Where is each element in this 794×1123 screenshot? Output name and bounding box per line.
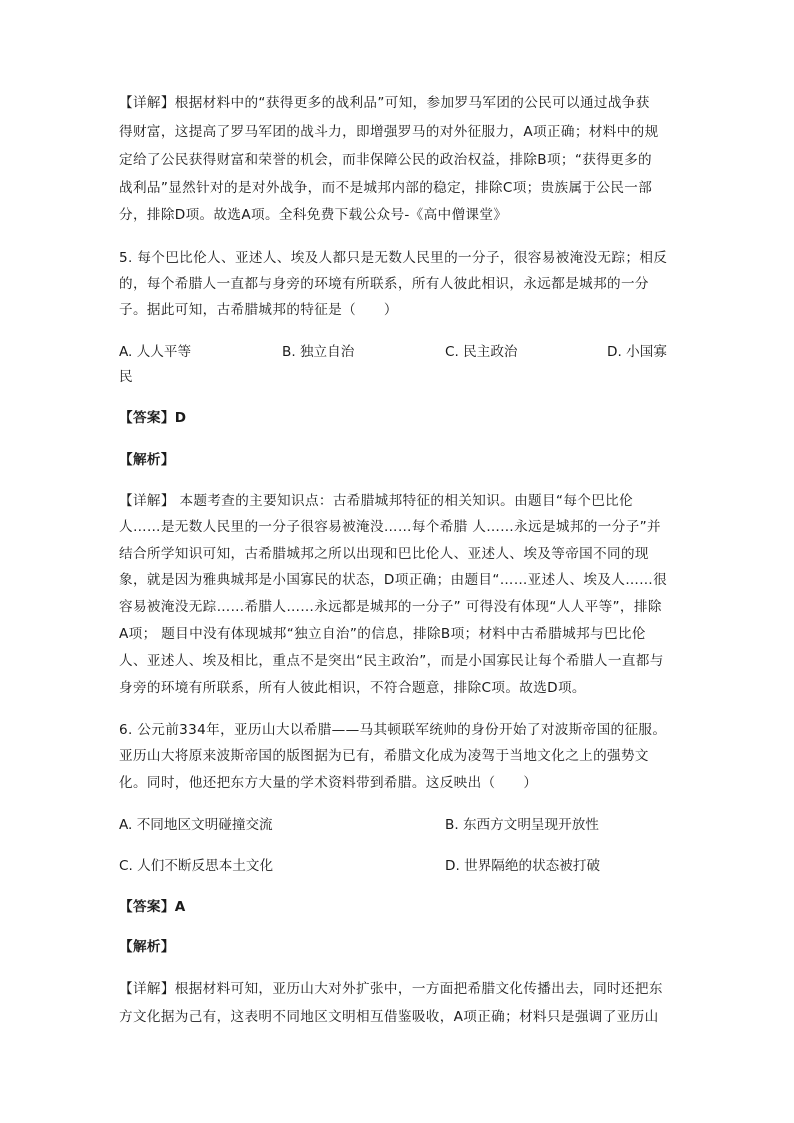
- q5-option-d: D. 小国寡: [607, 344, 667, 360]
- q6-stem-line: 亚历山大将原来波斯帝国的版图据为已有，希腊文化成为凌驾于当地文化之上的强势文: [119, 748, 649, 764]
- q6-stem-line: 化。同时，他还把东方大量的学术资料带到希腊。这反映出（ ）: [119, 775, 538, 791]
- q5-option-a: A. 人人平等: [119, 344, 192, 360]
- q5-option-b: B. 独立自治: [282, 344, 355, 360]
- q4-detail-line: 【详解】根据材料中的“获得更多的战利品”可知，参加罗马军团的公民可以通过战争获: [119, 95, 650, 111]
- q5-detail-line: A项； 题目中没有体现城邦“独立自治”的信息，排除B项；材料中古希腊城邦与巴比伦: [119, 626, 646, 642]
- q5-option-c: C. 民主政治: [445, 344, 518, 360]
- q6-detail-line: 方文化据为己有，这表明不同地区文明相互借鉴吸收，A项正确；材料只是强调了亚历山: [119, 1009, 659, 1025]
- q5-answer: 【答案】D: [119, 410, 187, 426]
- q5-detail-line: 【详解】 本题考查的主要知识点：古希腊城邦特征的相关知识。由题目“每个巴比伦: [119, 493, 634, 509]
- q5-stem-line: 5. 每个巴比伦人、亚述人、埃及人都只是无数人民里的一分子，很容易被淹没无踪；相反: [119, 250, 668, 266]
- q4-detail-line: 定给了公民获得财富和荣誉的机会，而非保障公民的政治权益，排除B项；“获得更多的: [119, 152, 652, 168]
- q6-detail-line: 【详解】根据材料可知，亚历山大对外扩张中，一方面把希腊文化传播出去，同时还把东: [119, 981, 663, 997]
- q5-detail-line: 人、亚述人、埃及相比，重点不是突出“民主政治”，而是小国寡民让每个希腊人一直都与: [119, 653, 664, 669]
- q4-detail-line: 战利品”显然针对的是对外战争，而不是城邦内部的稳定，排除C项；贵族属于公民一部: [119, 180, 653, 196]
- q5-detail-line: 人……是无数人民里的一分子很容易被淹没……每个希腊 人……永远是城邦的一分子”并: [119, 519, 661, 535]
- q6-option-a: A. 不同地区文明碰撞交流: [119, 817, 273, 833]
- q4-detail-line: 分，排除D项。故选A项。全科免费下载公众号-《高中僧课堂》: [119, 207, 508, 223]
- q5-stem-line: 的，每个希腊人一直都与身旁的环境有所联系，所有人彼此相识，永远都是城邦的一分: [119, 276, 649, 292]
- q6-answer: 【答案】A: [119, 899, 186, 915]
- q6-option-c: C. 人们不断反思本土文化: [119, 858, 274, 874]
- q5-option-d-continued: 民: [119, 369, 133, 385]
- q5-detail-line: 象，就是因为雅典城邦是小国寡民的状态，D项正确；由题目“……亚述人、埃及人……很: [119, 572, 668, 588]
- q5-detail-line: 身旁的环境有所联系，所有人彼此相识，不符合题意，排除C项。故选D项。: [119, 680, 586, 696]
- q5-stem-line: 子。据此可知，古希腊城邦的特征是（ ）: [119, 302, 398, 318]
- q6-option-d: D. 世界隔绝的状态被打破: [445, 858, 601, 874]
- q5-analysis-heading: 【解析】: [119, 452, 175, 468]
- q6-option-b: B. 东西方文明呈现开放性: [445, 817, 599, 833]
- q5-detail-line: 结合所学知识可知，古希腊城邦之所以出现和巴比伦人、亚述人、埃及等帝国不同的现: [119, 546, 649, 562]
- q4-detail-line: 得财富，这提高了罗马军团的战斗力，即增强罗马的对外征服力，A项正确；材料中的规: [119, 124, 659, 140]
- q5-detail-line: 容易被淹没无踪……希腊人……永远都是城邦的一分子” 可得没有体现“人人平等”，排除: [119, 599, 662, 615]
- q6-analysis-heading: 【解析】: [119, 939, 175, 955]
- q6-stem-line: 6. 公元前334年，亚历山大以希腊——马其顿联军统帅的身份开始了对波斯帝国的征服。: [119, 722, 667, 738]
